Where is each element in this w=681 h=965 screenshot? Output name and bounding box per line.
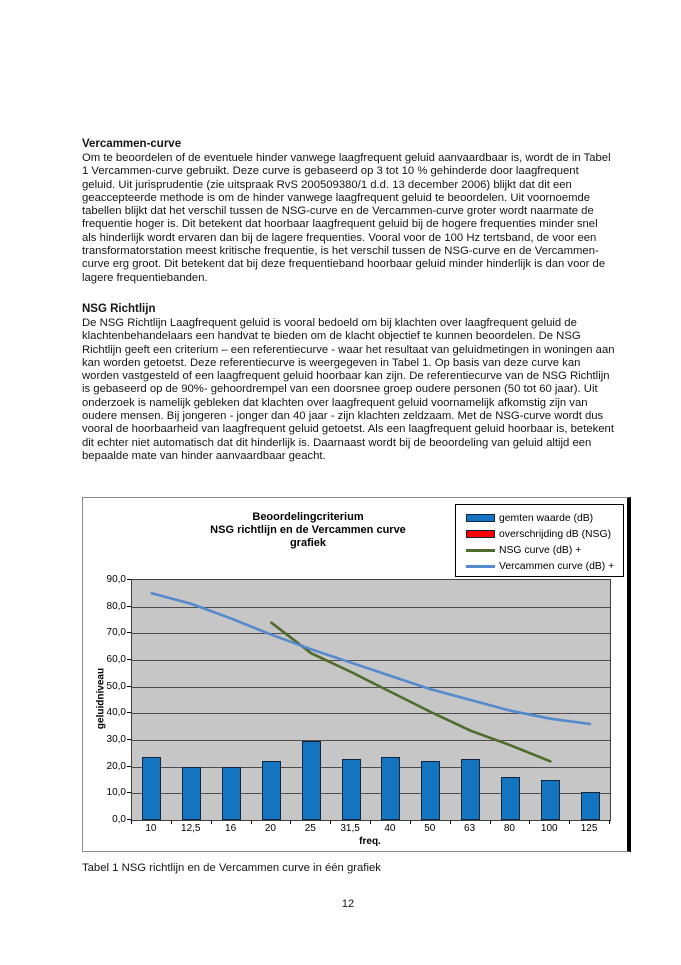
x-tick-mark — [569, 820, 570, 824]
x-tick-mark — [370, 820, 371, 824]
page-number: 12 — [341, 898, 355, 910]
bar — [182, 767, 201, 820]
x-tick-mark — [330, 820, 331, 824]
section-heading-nsg: NSG Richtlijn — [82, 303, 156, 315]
bar — [222, 767, 241, 820]
line-series-overlay — [132, 580, 610, 820]
y-tick-label: 20,0 — [106, 760, 126, 772]
legend-item — [466, 542, 623, 558]
y-tick-mark — [127, 792, 131, 793]
legend-label: NSG curve (dB) + — [499, 544, 582, 556]
x-tick-label: 25 — [304, 823, 316, 834]
y-tick-label: 90,0 — [106, 574, 126, 585]
legend-label: gemten waarde (dB) — [499, 512, 594, 524]
bar — [302, 741, 321, 820]
legend-item — [466, 526, 623, 542]
gridline — [132, 713, 610, 714]
bar — [381, 757, 400, 820]
gridline — [132, 793, 610, 794]
legend-label: overschrijding dB (NSG) — [499, 528, 612, 540]
x-tick-label: 10 — [145, 823, 157, 834]
x-tick-label: 12,5 — [181, 823, 201, 834]
y-tick-mark — [127, 739, 131, 740]
y-tick-label: 10,0 — [106, 787, 126, 799]
x-tick-label: 80 — [503, 823, 515, 834]
chart-title — [123, 511, 493, 550]
bar — [421, 761, 440, 820]
gridline — [132, 633, 610, 634]
gridline — [132, 687, 610, 688]
y-tick-label: 80,0 — [106, 600, 126, 612]
y-tick-label: 40,0 — [106, 707, 126, 719]
plot-area — [131, 579, 611, 821]
vercammen-curve-line — [152, 593, 590, 724]
x-tick-mark — [211, 820, 212, 824]
gridline — [132, 607, 610, 608]
x-tick-mark — [450, 820, 451, 824]
chart-legend — [455, 504, 624, 577]
section-body-nsg: De NSG Richtlijn Laagfrequent geluid is vooral bedoeld om bij klachten over laagfrequent geluid de klachtenbehandelaars een handvat te bieden om de klacht objectief te kunnen beoordelen. De NSG Richtlijn geeft een criterium – een referentiecurve - waar het resultaat van geluidmetingen in woningen aan kan worden getoetst. Deze referentiecurve is weergegeven in Tabel 1. Op basis van deze curve kan worden vastgesteld of een laagfrequent geluid hoorbaar kan zijn. De referentiecurve van de NSG Richtlijn is gebaseerd op de 90%- gehoordrempel van een doorsnee groep oudere personen (50 tot 60 jaar). Uit onderzoek is namelijk gebleken dat klachten over laagfrequent geluid voornamelijk afkomstig zijn van oudere mensen. Bij jongeren - jonger dan 40 jaar - zijn klachten zeldzaam. Met de NSG-curve wordt dus vooral de hoorbaarheid van laagfrequent geluid getoetst. Als een laagfrequent geluid hoorbaar is, betekent dit echter niet automatisch dat dit hinderlijk is. Daarnaast wordt bij de beoordeling van geluid altijd een bepaalde mate van hinder aanvaardbaar geacht. — [82, 317, 615, 462]
y-tick-mark — [127, 606, 131, 607]
chart-title-line-3: grafiek — [289, 537, 327, 549]
x-tick-mark — [251, 820, 252, 824]
x-tick-label: 50 — [424, 823, 436, 834]
x-tick-mark — [410, 820, 411, 824]
section-body-vercammen: Om te beoordelen of de eventuele hinder vanwege laagfrequent geluid aanvaardbaar is, wordt de in Tabel 1 Vercammen-curve gebruikt. Deze curve is gebaseerd op 3 tot 10 % gehinderde door laagfrequent geluid. Uit jurisprudentie (zie uitspraak RvS 200509380/1 d.d. 13 december 2006) blijkt dat dit een geaccepteerde methode is om de hinder vanwege laagfrequent geluid te beoordelen. Uit voornoemde tabellen blijkt dat het verschil tussen de NSG-curve en de Vercammen-curve groter wordt naarmate de frequentie hoger is. Dit betekent dat hoorbaar laagfrequent geluid bij de hogere frequenties minder snel als hinderlijk wordt ervaren dan bij de lagere frequenties. Vooral voor de 100 Hz tertsband, de voor een transformatorstation meest kritische frequentie, is het verschil tussen de NSG-curve en de Vercammen-curve erg groot. Dit betekent dat bij deze frequentieband hoorbaar geluid minder hinderlijk is dan voor de lagere frequentiebanden. — [82, 152, 611, 284]
y-tick-label: 50,0 — [106, 680, 126, 692]
y-tick-mark — [127, 579, 131, 580]
y-tick-label: 70,0 — [106, 627, 126, 639]
x-tick-label: 16 — [225, 823, 237, 834]
bar — [262, 761, 281, 820]
legend-line-marker-icon — [466, 549, 495, 552]
y-tick-mark — [127, 712, 131, 713]
x-tick-label: 63 — [464, 823, 476, 834]
bar — [142, 757, 161, 820]
x-tick-label: 31,5 — [340, 823, 360, 834]
y-tick-label: 30,0 — [106, 734, 126, 745]
x-tick-label: 40 — [384, 823, 396, 834]
bar — [581, 792, 600, 820]
legend-bar-marker-icon — [466, 530, 495, 538]
legend-line-marker-icon — [466, 565, 495, 568]
y-tick-mark — [127, 686, 131, 687]
y-tick-mark — [127, 659, 131, 660]
x-tick-label: 20 — [264, 823, 276, 834]
x-tick-mark — [490, 820, 491, 824]
x-tick-mark — [131, 820, 132, 824]
gridline — [132, 767, 610, 768]
y-tick-mark — [127, 766, 131, 767]
y-tick-mark — [127, 632, 131, 633]
legend-item — [466, 558, 623, 574]
bar — [501, 777, 520, 820]
x-tick-mark — [171, 820, 172, 824]
legend-bar-marker-icon — [466, 514, 495, 522]
bar — [461, 759, 480, 820]
y-tick-label: 60,0 — [106, 654, 126, 665]
table-caption: Tabel 1 NSG richtlijn en de Vercammen curve in één grafiek — [82, 862, 381, 874]
y-axis-title: geluidniveau — [95, 667, 107, 730]
chart-frame — [82, 497, 631, 852]
section-heading-vercammen: Vercammen-curve — [82, 138, 182, 150]
x-tick-label: 125 — [580, 823, 598, 834]
x-tick-label: 100 — [540, 823, 558, 834]
bar — [541, 780, 560, 820]
chart-title-line-2: NSG richtlijn en de Vercammen curve — [210, 524, 406, 536]
x-tick-mark — [290, 820, 291, 824]
x-tick-mark — [529, 820, 530, 824]
chart-title-line-1: Beoordelingcriterium — [252, 511, 364, 523]
legend-item — [466, 510, 623, 526]
legend-label: Vercammen curve (dB) + — [499, 560, 615, 572]
x-axis-title: freq. — [359, 836, 381, 847]
x-tick-mark — [609, 820, 610, 824]
bar — [342, 759, 361, 820]
gridline — [132, 740, 610, 741]
y-tick-label: 0,0 — [112, 814, 126, 825]
gridline — [132, 660, 610, 661]
